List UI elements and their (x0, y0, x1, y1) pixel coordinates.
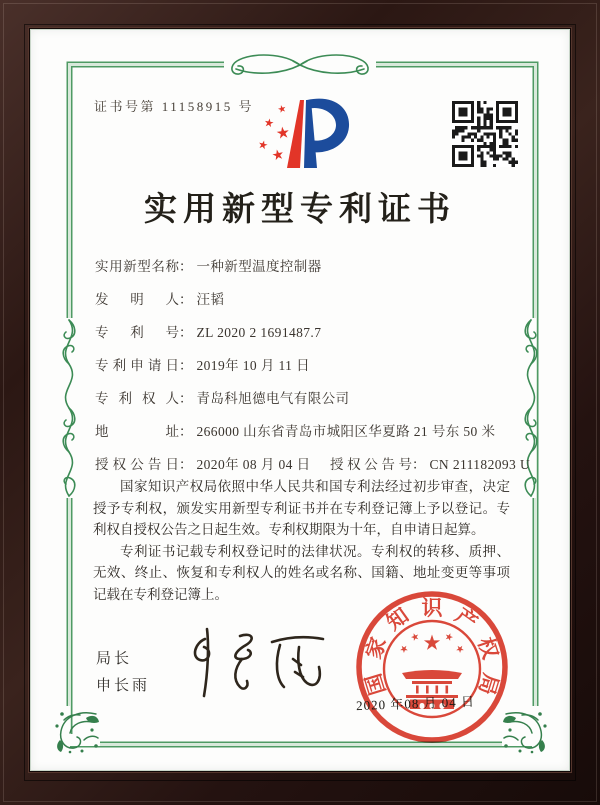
certificate-title: 实用新型专利证书 (144, 192, 456, 228)
field-colon: ： (179, 424, 193, 439)
svg-text:国: 国 (361, 670, 391, 698)
director-name: 申长雨 (96, 677, 151, 694)
director-signature-icon (176, 624, 336, 704)
field-value: 2020年 08 月 04 日 (196, 457, 311, 472)
logo-p-mark (287, 99, 349, 168)
field-colon: ： (179, 457, 193, 472)
field-row-utility-name (95, 255, 322, 275)
field-value: CN 211182093 U (429, 457, 531, 472)
field-label: 授权公告号 (330, 457, 412, 472)
director-title: 局长 (96, 650, 133, 667)
svg-text:家: 家 (361, 634, 391, 662)
field-label: 发明人 (95, 292, 179, 307)
svg-text:知: 知 (382, 603, 414, 635)
qr-code-icon (452, 101, 518, 167)
corner-ornament-bottom-left-icon (52, 706, 102, 756)
seal-date: 2020 年08 月 04 日 (355, 693, 476, 714)
field-colon: ： (179, 358, 193, 373)
field-colon: ： (179, 325, 193, 340)
field-row-inventor (95, 288, 224, 308)
field-value: 2019年 10 月 11 日 (196, 358, 310, 373)
svg-text:识: 识 (421, 596, 443, 620)
paragraph-register-statement: 专利证书记载专利权登记时的法律状况。专利权的转移、质押、无效、终止、恢复和专利权人的姓名或名称、国籍、地址变更等事项记载在专利登记簿上。 (93, 543, 510, 602)
field-value: 266000 山东省青岛市城阳区华夏路 21 号东 50 米 (196, 424, 496, 439)
border-scroll-left-icon (54, 318, 84, 498)
logo-stars (258, 104, 290, 160)
field-row-grant (95, 453, 531, 473)
field-row-patent-number (95, 321, 321, 341)
field-value: 青岛科旭德电气有限公司 (196, 391, 350, 406)
field-label: 授权公告日 (95, 457, 179, 472)
cnipa-red-seal-icon (350, 585, 514, 749)
seal-emblem-stars (399, 632, 466, 654)
svg-text:产: 产 (450, 603, 482, 635)
field-colon: ： (179, 391, 193, 406)
field-label: 地址 (95, 424, 179, 439)
field-colon: ： (179, 259, 193, 274)
field-label: 专利权人 (95, 391, 179, 406)
svg-text:局: 局 (473, 670, 503, 698)
certificate-number: 证书号第 11158915 号 (94, 99, 255, 114)
cnipa-logo-icon (254, 92, 356, 176)
field-label: 实用新型名称 (95, 259, 179, 274)
field-value: 汪韬 (196, 292, 225, 307)
field-label: 专利申请日 (95, 358, 179, 373)
field-pair-grant-number (330, 453, 530, 473)
field-row-patentee (95, 387, 349, 407)
field-value: ZL 2020 2 1691487.7 (196, 325, 322, 340)
field-colon: ： (179, 292, 193, 307)
field-row-filing-date (95, 354, 310, 374)
field-value: 一种新型温度控制器 (196, 259, 322, 274)
paragraph-grant-statement: 国家知识产权局依照中华人民共和国专利法经过初步审查，决定授予专利权，颁发实用新型专利证书并在专利登记簿上予以登记。专利权自授权公告之日起生效。专利权期限为十年，自申请日起算。 (93, 479, 510, 537)
field-row-address (95, 420, 495, 440)
svg-text:权: 权 (473, 634, 503, 662)
field-label: 专利号 (95, 325, 179, 340)
director-block (96, 645, 150, 699)
border-flourish-top-icon (224, 50, 376, 84)
field-colon: ： (412, 457, 426, 472)
